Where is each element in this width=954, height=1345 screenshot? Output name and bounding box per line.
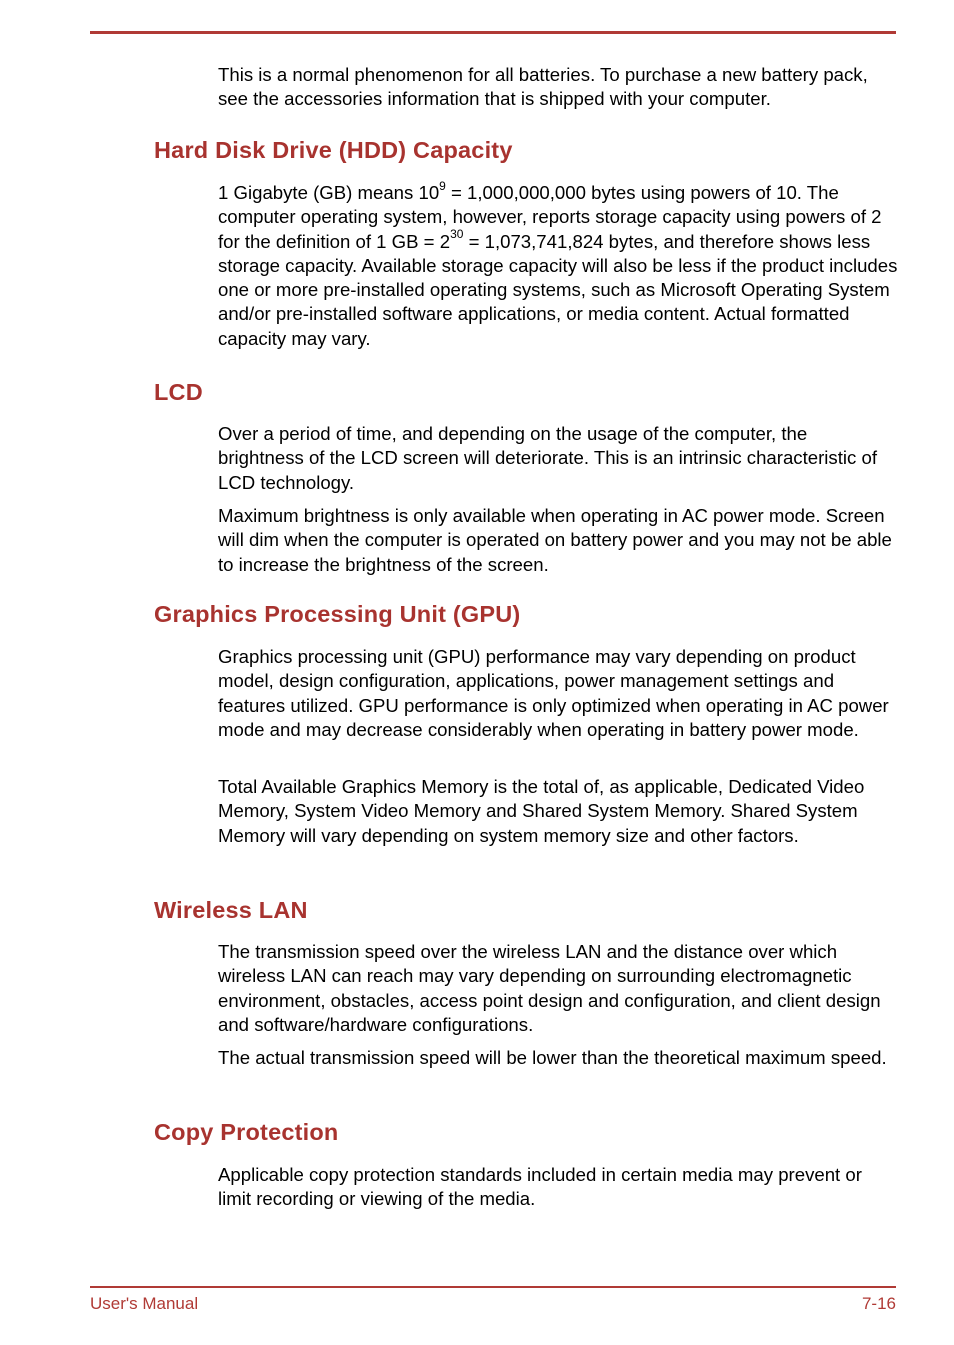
heading-hdd-capacity: Hard Disk Drive (HDD) Capacity — [154, 137, 513, 163]
gpu-paragraph-1: Graphics processing unit (GPU) performance may vary depending on product model, design configuration, applications, power management settings and features utilized. GPU performance is only optimized when operating in AC power mode and may decrease considerably when operating in battery power mode. — [218, 646, 889, 740]
wireless-lan-paragraph-2: The actual transmission speed will be lower than the theoretical maximum speed. — [218, 1047, 887, 1068]
heading-wireless-lan: Wireless LAN — [154, 897, 308, 923]
heading-lcd: LCD — [154, 379, 203, 405]
footer-manual-title: User's Manual — [90, 1294, 199, 1313]
header-rule — [90, 31, 896, 34]
footer-page-number: 7-16 — [861, 1294, 896, 1313]
hdd-text-part2: = 1,000,000,000 bytes using powers of 10. The computer operating system, however, reports storage capacity using powers of 2 for the definition of 1 GB = 2 — [218, 182, 882, 252]
hdd-text-part3: = 1,073,741,824 bytes, and therefore shows less storage capacity. Available storage capacity will also be less if the product includes one or more pre-installed operating systems, such as Microsoft Operating System and/or pre-installed software applications, or media content. Actual formatted capacity may vary. — [218, 230, 898, 349]
copy-protection-paragraph: Applicable copy protection standards included in certain media may prevent or limit recording or viewing of the media. — [218, 1164, 862, 1210]
hdd-exponent-9: 9 — [439, 178, 446, 193]
heading-copy-protection: Copy Protection — [154, 1119, 339, 1145]
hdd-exponent-30: 30 — [450, 227, 464, 242]
lcd-paragraph-1: Over a period of time, and depending on the usage of the computer, the brightness of the LCD screen will deteriorate. This is an intrinsic characteristic of LCD technology. — [218, 423, 877, 493]
hdd-text-part1: 1 Gigabyte (GB) means 10 — [218, 182, 440, 203]
heading-gpu: Graphics Processing Unit (GPU) — [154, 601, 521, 627]
wireless-lan-paragraph-1: The transmission speed over the wireless LAN and the distance over which wireless LAN can reach may vary depending on surrounding electromagnetic environment, obstacles, access point design and configuration, and client design and software/hardware configurations. — [218, 941, 881, 1035]
intro-paragraph: This is a normal phenomenon for all batteries. To purchase a new battery pack, see the accessories information that is shipped with your computer. — [218, 64, 868, 110]
hdd-capacity-paragraph — [218, 178, 898, 351]
footer-rule — [90, 1286, 896, 1288]
lcd-paragraph-2: Maximum brightness is only available when operating in AC power mode. Screen will dim when the computer is operated on battery power and you may not be able to increase the brightness of the screen. — [218, 505, 892, 575]
gpu-paragraph-2: Total Available Graphics Memory is the total of, as applicable, Dedicated Video Memory, System Video Memory and Shared System Memory. Shared System Memory will vary depending on system memory size and other factors. — [218, 776, 865, 846]
